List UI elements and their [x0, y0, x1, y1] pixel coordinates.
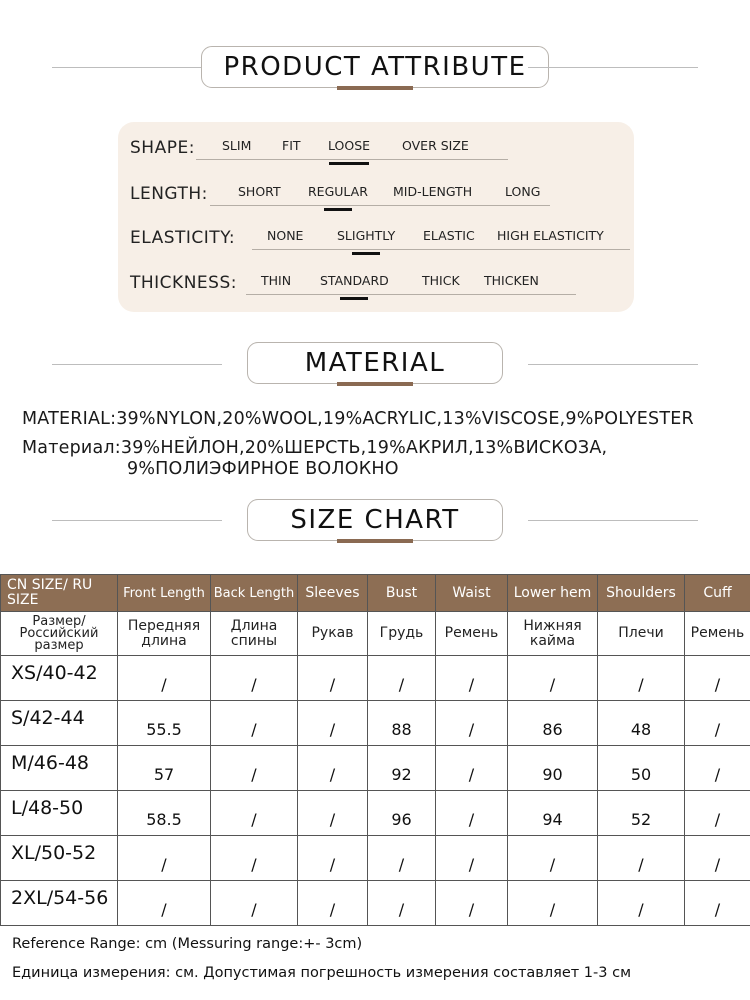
header-cell: Shoulders [598, 575, 685, 612]
product-attribute-header [0, 46, 750, 106]
attribute-options [196, 138, 508, 160]
title-underline [337, 86, 413, 90]
divider-line [528, 520, 698, 521]
option-text: OVER SIZE [402, 138, 469, 153]
section-title: MATERIAL [304, 348, 446, 378]
option-text: FIT [282, 138, 301, 153]
size-rows [1, 656, 750, 926]
measurement-cell: / [211, 881, 298, 926]
option-text: STANDARD [320, 273, 389, 288]
material-en [22, 409, 694, 429]
measurement-cell: 52 [598, 791, 685, 836]
measurement-cell: 58.5 [118, 791, 211, 836]
option-text: NONE [267, 228, 304, 243]
measurement-cell: / [685, 656, 750, 701]
selected-marker [340, 297, 368, 300]
measurement-cell: 86 [508, 701, 598, 746]
size-label-cell: XL/50-52 [1, 836, 118, 881]
header-cell: Cuff [685, 575, 750, 612]
attribute-row-length [130, 180, 624, 212]
attribute-option [222, 138, 251, 153]
attribute-option-selected [320, 273, 389, 288]
attribute-label: ELASTICITY: [130, 228, 236, 248]
option-text: LONG [505, 184, 541, 199]
header-cell-ru: Ремень [436, 612, 508, 656]
measurement-cell: / [685, 701, 750, 746]
measurement-cell: 94 [508, 791, 598, 836]
measurement-cell: / [598, 656, 685, 701]
header-cell-ru: Плечи [598, 612, 685, 656]
measurement-cell: / [298, 656, 368, 701]
measurement-cell: / [298, 791, 368, 836]
option-text: THIN [261, 273, 292, 288]
table-row [1, 656, 750, 701]
measurement-cell: / [598, 881, 685, 926]
measurement-cell: / [685, 791, 750, 836]
size-label-cell: 2XL/54-56 [1, 881, 118, 926]
measurement-cell: / [436, 836, 508, 881]
header-cell-ru: Грудь [368, 612, 436, 656]
header-cell-ru: Размер/ Российский размер [1, 612, 118, 656]
header-cell: Bust [368, 575, 436, 612]
attribute-option [484, 273, 539, 288]
attribute-row-elasticity [130, 224, 624, 256]
option-text: SLIM [222, 138, 252, 153]
measurement-cell: / [685, 746, 750, 791]
divider-line [52, 520, 222, 521]
table-header-en [1, 575, 750, 612]
option-text: THICKEN [484, 273, 539, 288]
header-cell-ru: Передняя длина [118, 612, 211, 656]
attribute-panel [118, 122, 634, 312]
reference-note-en: Reference Range: cm (Messuring range:+- 3cm) [12, 936, 363, 952]
header-cell-ru: Длина спины [211, 612, 298, 656]
header-cell: Front Length [118, 575, 211, 612]
size-chart-header [0, 499, 750, 559]
measurement-cell: 92 [368, 746, 436, 791]
header-cell: Back Length [211, 575, 298, 612]
attribute-row-thickness [130, 269, 624, 301]
size-label-cell: S/42-44 [1, 701, 118, 746]
attribute-option [393, 184, 472, 199]
section-title: SIZE CHART [290, 505, 460, 535]
header-cell: Lower hem [508, 575, 598, 612]
table-row [1, 836, 750, 881]
attribute-row-shape [130, 134, 624, 166]
material-ru [22, 438, 607, 458]
table-row [1, 701, 750, 746]
reference-note-ru: Единица измерения: см. Допустимая погрешность измерения составляет 1-3 см [12, 965, 632, 981]
measurement-cell: / [298, 701, 368, 746]
attribute-option [282, 138, 301, 153]
attribute-option [238, 184, 281, 199]
size-label-cell: L/48-50 [1, 791, 118, 836]
material-ru-line2 [127, 459, 399, 479]
measurement-cell: / [508, 656, 598, 701]
attribute-option [402, 138, 469, 153]
material-ru-value: 39%НЕЙЛОН,20%ШЕРСТЬ,19%АКРИЛ,13%ВИСКОЗА, [120, 438, 608, 458]
measurement-cell: / [685, 881, 750, 926]
section-title: PRODUCT ATTRIBUTE [223, 52, 527, 82]
header-cell: CN SIZE/ RU SIZE [1, 575, 118, 612]
divider-line [52, 67, 222, 68]
size-label-cell: XS/40-42 [1, 656, 118, 701]
table-row [1, 791, 750, 836]
table-header-ru [1, 612, 750, 656]
option-text: SLIGHTLY [337, 228, 396, 243]
selected-marker [329, 162, 369, 165]
material-ru-value-cont: 9%ПОЛИЭФИРНОЕ ВОЛОКНО [127, 459, 399, 479]
measurement-cell: / [368, 881, 436, 926]
table-row [1, 881, 750, 926]
header-cell-ru: Ремень [685, 612, 750, 656]
section-title-box [247, 342, 503, 384]
material-en-value: 39%NYLON,20%WOOL,19%ACRYLIC,13%VISCOSE,9%POLYESTER [116, 409, 694, 429]
option-text: MID-LENGTH [393, 184, 473, 199]
measurement-cell: / [436, 701, 508, 746]
attribute-option [497, 228, 604, 243]
measurement-cell: / [211, 656, 298, 701]
option-text: ELASTIC [423, 228, 475, 243]
attribute-option [423, 228, 475, 243]
material-ru-label: Материал: [22, 438, 121, 458]
divider-line [528, 364, 698, 365]
attribute-option-selected [337, 228, 395, 243]
header-cell-ru: Рукав [298, 612, 368, 656]
measurement-cell: 88 [368, 701, 436, 746]
measurement-cell: / [211, 701, 298, 746]
measurement-cell: / [685, 836, 750, 881]
size-chart-table [0, 574, 750, 926]
attribute-option-selected [308, 184, 368, 199]
attribute-options [246, 273, 576, 295]
material-en-label: MATERIAL: [22, 409, 117, 429]
attribute-label: SHAPE: [130, 138, 195, 158]
measurement-cell: / [436, 656, 508, 701]
attribute-options [252, 228, 630, 250]
table-row [1, 746, 750, 791]
measurement-cell: 55.5 [118, 701, 211, 746]
measurement-cell: / [508, 881, 598, 926]
measurement-cell: / [368, 656, 436, 701]
measurement-cell: / [118, 836, 211, 881]
measurement-cell: / [211, 791, 298, 836]
section-title-box [201, 46, 549, 88]
header-cell-ru: Нижняя кайма [508, 612, 598, 656]
option-text: SHORT [238, 184, 281, 199]
measurement-cell: / [436, 746, 508, 791]
selected-marker [352, 252, 380, 255]
measurement-cell: 90 [508, 746, 598, 791]
attribute-option [422, 273, 460, 288]
measurement-cell: / [368, 836, 436, 881]
attribute-option-selected [328, 138, 370, 153]
measurement-cell: / [598, 836, 685, 881]
attribute-option [505, 184, 540, 199]
attribute-label: LENGTH: [130, 184, 208, 204]
attribute-option [267, 228, 303, 243]
measurement-cell: / [298, 836, 368, 881]
measurement-cell: 57 [118, 746, 211, 791]
attribute-option [261, 273, 291, 288]
measurement-cell: / [298, 746, 368, 791]
header-cell: Waist [436, 575, 508, 612]
measurement-cell: / [436, 881, 508, 926]
measurement-cell: / [118, 656, 211, 701]
measurement-cell: 50 [598, 746, 685, 791]
divider-line [52, 364, 222, 365]
measurement-cell: / [118, 881, 211, 926]
option-text: HIGH ELASTICITY [497, 228, 604, 243]
attribute-options [210, 184, 550, 206]
title-underline [337, 539, 413, 543]
section-title-box [247, 499, 503, 541]
measurement-cell: / [211, 746, 298, 791]
measurement-cell: 96 [368, 791, 436, 836]
size-label-cell: M/46-48 [1, 746, 118, 791]
measurement-cell: / [508, 836, 598, 881]
title-underline [337, 382, 413, 386]
material-header [0, 342, 750, 402]
attribute-label: THICKNESS: [130, 273, 237, 293]
option-text: REGULAR [308, 184, 368, 199]
selected-marker [324, 208, 352, 211]
option-text: LOOSE [328, 138, 371, 153]
option-text: THICK [422, 273, 460, 288]
header-cell: Sleeves [298, 575, 368, 612]
measurement-cell: / [211, 836, 298, 881]
divider-line [528, 67, 698, 68]
measurement-cell: / [436, 791, 508, 836]
measurement-cell: 48 [598, 701, 685, 746]
measurement-cell: / [298, 881, 368, 926]
